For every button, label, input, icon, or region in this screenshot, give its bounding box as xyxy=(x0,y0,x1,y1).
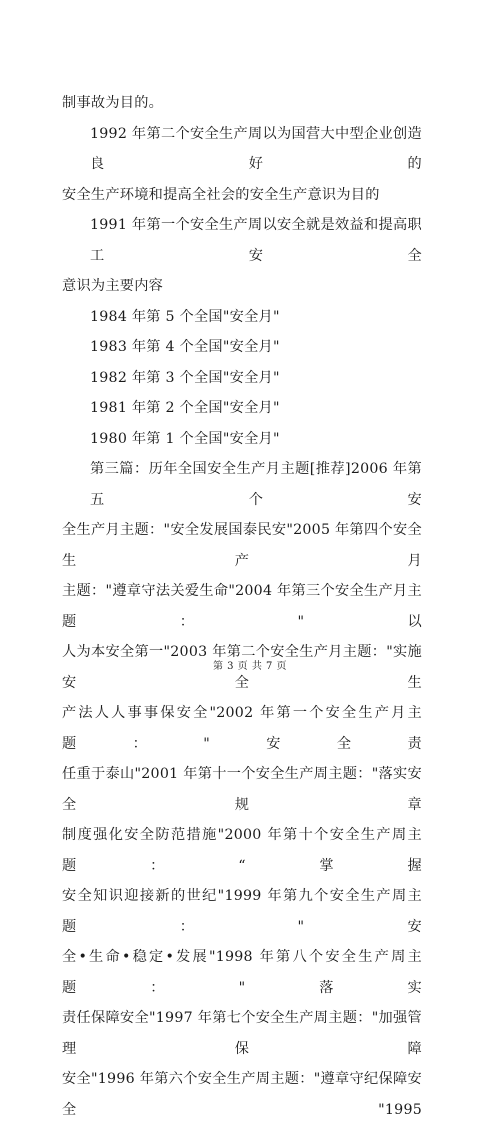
text-line: 1984 年第 5 个全国"安全月" xyxy=(90,308,280,325)
document-body xyxy=(62,88,422,1125)
page-footer: 第 3 页 共 7 页 xyxy=(212,661,288,672)
text-line: 意识为主要内容 xyxy=(62,278,164,294)
text-line: 制度强化安全防范措施"2000 年第十个安全生产周主题：“掌握 xyxy=(62,827,422,874)
text-line: 安全知识迎接新的世纪"1999 年第九个安全生产周主题："安 xyxy=(62,888,422,935)
text-line: 制事故为目的。 xyxy=(62,95,164,111)
text-line: 主题："遵章守法关爱生命"2004 年第三个安全生产月主题："以 xyxy=(62,583,422,630)
text-line: 人为本安全第一"2003 年第二个安全生产月主题："实施安全生 xyxy=(62,644,422,691)
text-line: 1992 年第二个安全生产周以为国营大中型企业创造良好的 xyxy=(90,125,422,172)
text-line: 任重于泰山"2001 年第十一个安全生产周主题："落实安全规章 xyxy=(62,766,422,813)
text-line: 安全"1996 年第六个安全生产周主题："遵章守纪保障安全"1995 xyxy=(62,1071,422,1118)
text-line: 1983 年第 4 个全国"安全月" xyxy=(90,339,280,355)
text-line: 1980 年第 1 个全国"安全月" xyxy=(90,430,280,447)
text-line: 全•生命•稳定•发展"1998 年第八个安全生产周主题："落实 xyxy=(62,949,422,996)
text-line: 第三篇：历年全国安全生产月主题[推荐]2006 年第五个安 xyxy=(90,461,422,508)
text-line: 1991 年第一个安全生产周以安全就是效益和提高职工安全 xyxy=(90,217,422,264)
text-line: 1982 年第 3 个全国"安全月" xyxy=(90,369,280,386)
text-line: 产法人人事事保安全"2002 年第一个安全生产月主题："安全责 xyxy=(62,705,422,752)
text-line: 责任保障安全"1997 年第七个安全生产周主题："加强管理保障 xyxy=(62,1010,422,1057)
text-line: 1981 年第 2 个全国"安全月" xyxy=(90,400,280,416)
text-line: 全生产月主题："安全发展国泰民安"2005 年第四个安全生产月 xyxy=(62,522,422,569)
text-line: 安全生产环境和提高全社会的安全生产意识为目的 xyxy=(62,186,380,203)
